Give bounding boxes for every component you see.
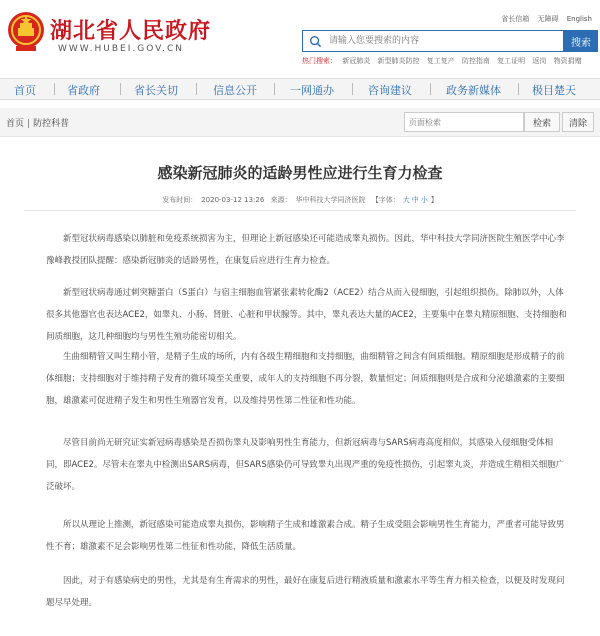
font-size-label: 【字体： (371, 196, 400, 204)
nav-item-home[interactable]: 首页 (14, 84, 36, 97)
top-link-mailbox[interactable]: 省长信箱 (501, 15, 530, 23)
nav-divider (274, 83, 275, 95)
nav-divider (518, 83, 519, 95)
font-size-large[interactable]: 大 (402, 196, 410, 204)
top-link-accessibility[interactable]: 无障碍 (537, 15, 559, 23)
article-paragraph: 新型冠状病毒通过刺突糖蛋白（S蛋白）与宿主细胞血管紧张素转化酶2（ACE2）结合从而入侵细胞，引起组织损伤。除肺以外，人体很多其他器官也表达ACE2，如睾丸、小肠、肾脏、心脏和甲状腺等。其中，睾丸表达大量的ACE2，主要集中在睾丸精原细胞、支持细胞和间质细胞，这几种细胞均与男性生殖功能密切相关。 (46, 288, 567, 342)
hot-word[interactable]: 复工证明 (497, 57, 526, 65)
article-paragraph: 因此，对于有感染病史的男性，尤其是有生育需求的男性，最好在康复后进行精液质量和激素水平等生育力相关检查，以便及时发现问题尽早处理。 (46, 576, 565, 608)
date-label: 发布时间： (162, 196, 198, 204)
article (12, 142, 588, 632)
nav-divider (196, 83, 197, 95)
breadcrumb-separator: | (27, 119, 31, 129)
nav-item-government[interactable]: 省政府 (67, 84, 100, 97)
article-paragraph: 新型冠状病毒感染以肺脏和免疫系统损害为主，但理论上新冠感染还可能造成睾丸损伤。因此，华中科技大学同济医院生殖医学中心李豫峰教授团队提醒：感染新冠肺炎的适龄男性，在康复后应进行生育力检查。 (46, 234, 565, 266)
hot-word[interactable]: 防控指南 (461, 57, 490, 65)
article-title: 感染新冠肺炎的适龄男性应进行生育力检查 (157, 164, 443, 182)
site-title[interactable]: 湖北省人民政府 (50, 19, 212, 44)
site-search-box (302, 30, 564, 52)
breadcrumb-current[interactable]: 防控科普 (33, 119, 70, 129)
nav-divider (120, 83, 121, 95)
site-header (0, 0, 600, 78)
nav-divider (352, 83, 353, 95)
nav-item-new-media[interactable]: 政务新媒体 (446, 84, 501, 97)
hot-word[interactable]: 复工复产 (426, 57, 455, 65)
article-source: 华中科技大学同济医院 (295, 196, 366, 204)
font-size-medium[interactable]: 中 (411, 196, 419, 204)
source-label: 来源： (270, 196, 292, 204)
hot-word[interactable]: 返岗 (532, 57, 547, 65)
article-paragraph: 所以从理论上推测，新冠感染可能造成睾丸损伤，影响精子生成和雄激素合成。精子生成受阻会影响男性生育能力，严重者可能导致男性不育；雄激素不足会影响男性第二性征和性功能，降低生活质量。 (46, 520, 565, 552)
nav-item-governor-concerns[interactable]: 省长关切 (134, 84, 178, 97)
breadcrumb (6, 116, 69, 129)
nav-divider (430, 83, 431, 95)
search-icon (309, 35, 322, 48)
site-url: WWW.HUBEI.GOV.CN (58, 44, 185, 54)
national-emblem-icon (6, 10, 46, 54)
clear-button[interactable]: 清除 (562, 112, 594, 132)
article-paragraph: 尽管目前尚无研究证实新冠病毒感染是否损伤睾丸及影响男性生育能力，但新冠病毒与SARS病毒高度相似，其感染入侵细胞受体相同，即ACE2。尽管未在睾丸中检测出SARS病毒，但SARS感染仍可导致睾丸出现严重的免疫性损伤，引起睾丸炎，并造成生精相关细胞广泛破坏。 (46, 438, 565, 492)
breadcrumb-home[interactable]: 首页 (6, 119, 25, 129)
meta-divider (24, 210, 576, 211)
main-nav (0, 78, 600, 100)
site-search-button[interactable]: 搜索 (564, 30, 598, 52)
nav-item-consultation[interactable]: 咨询建议 (368, 84, 412, 97)
nav-item-jimu-chutian[interactable]: 极目楚天 (532, 84, 576, 97)
site-search-input[interactable] (329, 33, 557, 49)
nav-divider (54, 83, 55, 95)
article-paragraph: 生曲细精管又叫生精小管，是精子生成的场所，内有各级生精细胞和支持细胞，曲细精管之间含有间质细胞。精原细胞是形成精子的前体细胞；支持细胞对于维持精子发育的微环境至关重要，成年人的支持细胞不再分裂，数量恒定；间质细胞则是合成和分泌雄激素的主要细胞，雄激素可促进精子发生和男性生殖器官发育，以及维持男性第二性征和性功能。 (46, 352, 565, 406)
top-link-english[interactable]: English (566, 15, 592, 23)
page-search-input[interactable] (404, 112, 524, 132)
breadcrumb-bar (0, 108, 600, 137)
publish-date: 2020-03-12 13:26 (201, 196, 265, 204)
top-links (495, 14, 592, 24)
hot-word[interactable]: 新型肺炎防控 (377, 57, 420, 65)
hot-search-label: 热门搜索： (302, 57, 337, 65)
page-search-button[interactable]: 检索 (524, 112, 560, 132)
article-meta (12, 195, 588, 205)
nav-item-one-network[interactable]: 一网通办 (290, 84, 334, 97)
hot-search-words (302, 56, 587, 66)
nav-item-info-disclosure[interactable]: 信息公开 (213, 84, 257, 97)
hot-word[interactable]: 新冠肺炎 (342, 57, 371, 65)
font-size-end: 】 (430, 196, 438, 204)
font-size-small[interactable]: 小 (420, 196, 428, 204)
hot-word[interactable]: 物资捐赠 (553, 57, 582, 65)
